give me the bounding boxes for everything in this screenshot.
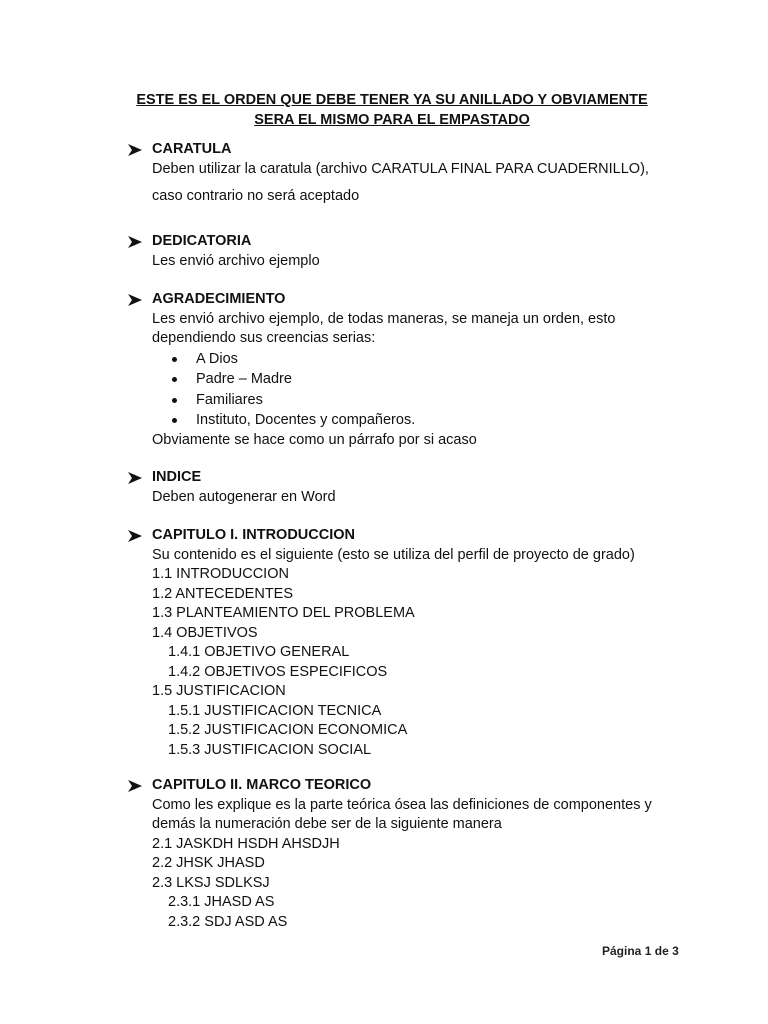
outline-subitem: 2.3.1 JHASD AS (168, 894, 275, 910)
capitulo-1-text-1: Su contenido es el siguiente (esto se utiliza del perfil de proyecto de grado) (152, 546, 635, 563)
capitulo-2-text-2: demás la numeración debe ser de la siguiente manera (152, 816, 502, 832)
list-item (172, 349, 688, 370)
caratula-text-1: Deben utilizar la caratula (archivo CARATULA FINAL PARA CUADERNILLO), (152, 160, 649, 177)
bullet-dot-icon (172, 357, 177, 362)
section-capitulo-1 (128, 526, 688, 760)
title-line-2: SERA EL MISMO PARA EL EMPASTADO (254, 112, 530, 128)
arrow-bullet-icon (128, 780, 142, 792)
list-item (172, 410, 688, 431)
bullet-dot-icon (172, 398, 177, 403)
outline-item: 1.4 OBJETIVOS (152, 624, 258, 641)
capitulo-2-text-1: Como les explique es la parte teórica ósea las definiciones de componentes y (152, 796, 652, 813)
list-item-text: A Dios (196, 350, 238, 367)
title-line-1: ESTE ES EL ORDEN QUE DEBE TENER YA SU ANILLADO Y OBVIAMENTE (136, 92, 648, 108)
outline-subitem: 1.5.2 JUSTIFICACION ECONOMICA (168, 722, 408, 738)
section-heading (128, 526, 688, 546)
outline-item: 1.2 ANTECEDENTES (152, 585, 294, 602)
section-capitulo-2 (128, 776, 688, 932)
list-item-text: Instituto, Docentes y compañeros. (196, 412, 416, 428)
list-item (172, 390, 688, 411)
agradecimiento-text-2: dependiendo sus creencias serias: (152, 330, 376, 346)
caratula-text-2: caso contrario no será aceptado (152, 188, 360, 204)
outline-item: 1.3 PLANTEAMIENTO DEL PROBLEMA (152, 605, 415, 621)
outline-item: 2.3 LKSJ SDLKSJ (152, 874, 270, 891)
list-item-text: Padre – Madre (196, 371, 292, 387)
section-agradecimiento (128, 290, 688, 450)
arrow-bullet-icon (128, 236, 142, 248)
agradecimiento-text-1: Les envió archivo ejemplo, de todas maneras, se maneja un orden, esto (152, 310, 616, 327)
outline-subitem: 1.5.1 JUSTIFICACION TECNICA (168, 702, 382, 719)
section-dedicatoria (128, 232, 688, 271)
agradecimiento-text-3: Obviamente se hace como un párrafo por si acaso (152, 431, 477, 448)
arrow-bullet-icon (128, 294, 142, 306)
bullet-dot-icon (172, 377, 177, 382)
bullet-dot-icon (172, 418, 177, 423)
arrow-bullet-icon (128, 144, 142, 156)
dedicatoria-text-1: Les envió archivo ejemplo (152, 252, 320, 269)
arrow-bullet-icon (128, 472, 142, 484)
dedicatoria-heading: DEDICATORIA (152, 233, 252, 249)
section-caratula (128, 140, 688, 207)
section-indice (128, 468, 688, 507)
outline-item: 2.2 JHSK JHASD (152, 855, 265, 871)
arrow-bullet-icon (128, 530, 142, 542)
caratula-heading: CARATULA (152, 141, 232, 157)
indice-heading: INDICE (152, 469, 202, 485)
page-number: 1 (644, 944, 652, 958)
outline-subitem: 2.3.2 SDJ ASD AS (168, 913, 288, 930)
section-heading (128, 232, 688, 252)
of-word: de (654, 944, 669, 958)
page-word: Página (602, 944, 642, 958)
section-heading (128, 140, 688, 160)
page-title (100, 90, 684, 130)
outline-subitem: 1.5.3 JUSTIFICACION SOCIAL (168, 741, 372, 758)
indice-text-1: Deben autogenerar en Word (152, 488, 336, 505)
section-heading (128, 468, 688, 488)
page-total: 3 (672, 944, 679, 958)
outline-item: 2.1 JASKDH HSDH AHSDJH (152, 835, 340, 852)
outline-item: 1.5 JUSTIFICACION (152, 683, 286, 699)
outline-item: 1.1 INTRODUCCION (152, 566, 289, 582)
outline-subitem: 1.4.2 OBJETIVOS ESPECIFICOS (168, 663, 388, 680)
section-heading (128, 290, 688, 310)
list-item (172, 369, 688, 390)
agradecimiento-heading: AGRADECIMIENTO (152, 291, 286, 307)
outline-subitem: 1.4.1 OBJETIVO GENERAL (168, 644, 350, 660)
list-item-text: Familiares (196, 391, 263, 408)
page-footer (602, 944, 679, 958)
capitulo-2-heading: CAPITULO II. MARCO TEORICO (152, 777, 372, 793)
section-heading (128, 776, 688, 796)
capitulo-1-heading: CAPITULO I. INTRODUCCION (152, 527, 355, 543)
bullet-list (128, 349, 688, 431)
